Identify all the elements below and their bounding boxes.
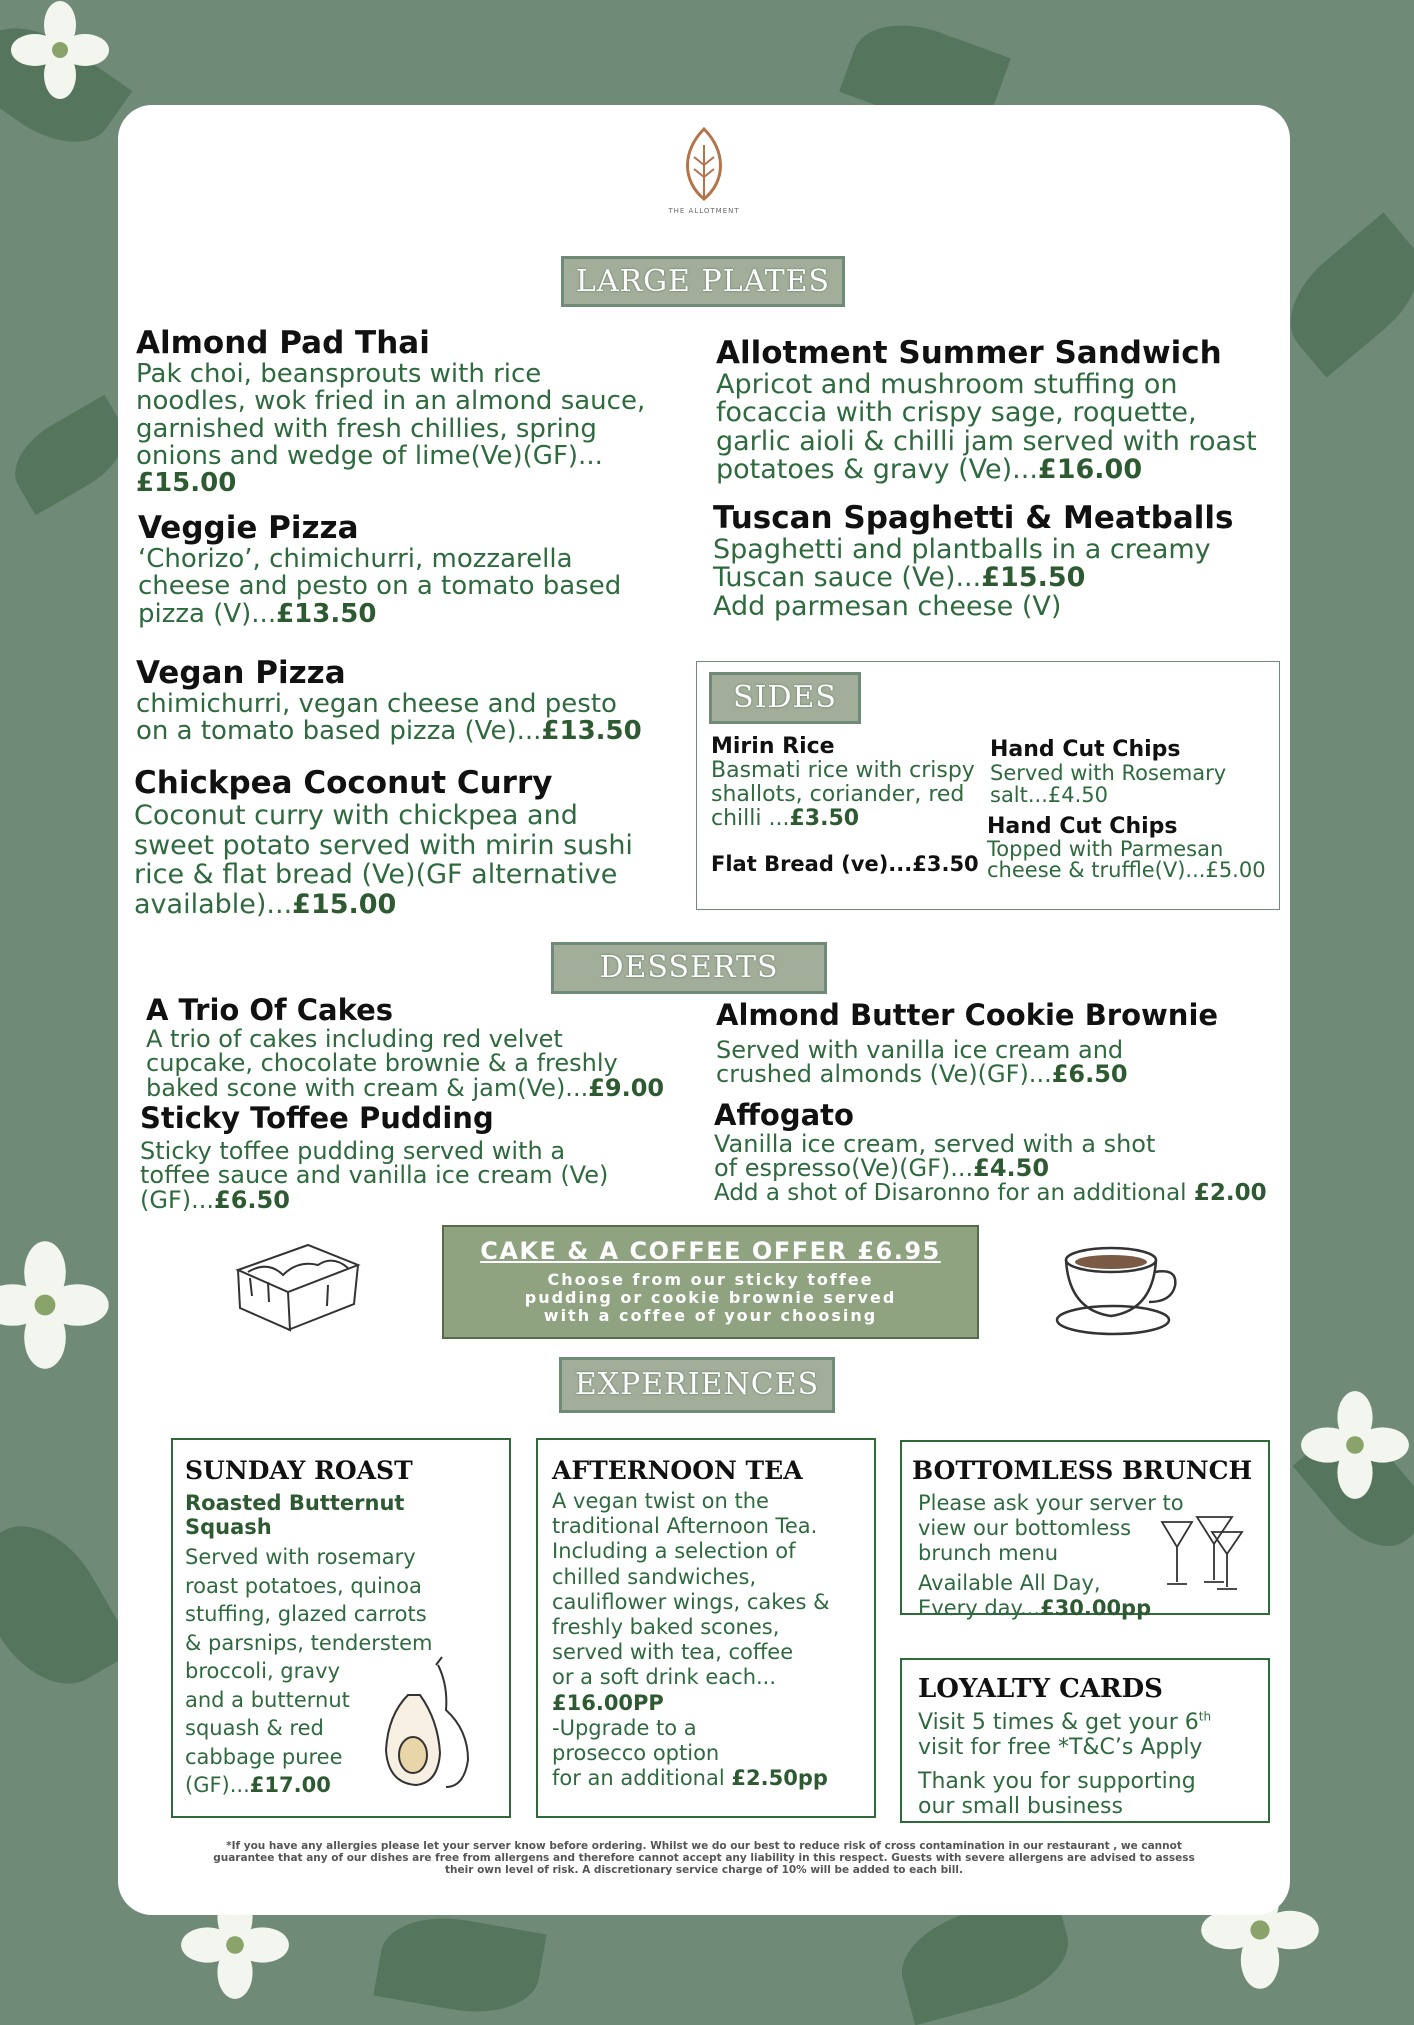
dessert-price: £4.50: [973, 1154, 1050, 1183]
offer-title: CAKE & A COFFEE OFFER £6.95: [480, 1237, 941, 1265]
dessert-description: Vanilla ice cream, served with a shot of espresso(Ve)(GF)...£4.50: [714, 1130, 1156, 1183]
dessert-extra-price: £2.00: [1193, 1179, 1267, 1206]
dish-description: Pak choi, beansprouts with rice noodles, wok fried in an almond sauce, garnished with fresh chillies, spring onions and wedge of lime(Ve)(GF)...£15.00: [136, 359, 646, 499]
afternoon-tea-description: A vegan twist on the traditional Afternoon Tea. Including a selection of chilled sandwiches, cauliflower wings, cakes & freshly baked scones, served with tea, coffee or a soft drink each... £16.00PP -Upgrade to a prosecco option for an additional £2.50pp: [552, 1489, 830, 1791]
dish-name: Veggie Pizza: [138, 510, 359, 546]
desserts-heading: DESSERTS: [551, 942, 827, 994]
dessert-sticky-toffee-pudding: [140, 1101, 640, 1212]
side-name: Hand Cut Chips: [987, 814, 1178, 839]
side-description: Served with Rosemary salt...£4.50: [990, 761, 1227, 808]
leaf-decoration: [373, 1907, 546, 2023]
side-mirin-rice: [711, 734, 991, 832]
dish-price: £16.00: [1037, 454, 1143, 486]
offer-line: pudding or cookie brownie served: [524, 1288, 897, 1307]
dish-price: £15.00: [136, 468, 237, 499]
dish-description: Apricot and mushroom stuffing on focaccia with crispy sage, roquette, garlic aioli & chilli jam served with roast potatoes & gravy (Ve)...£16.00: [716, 369, 1257, 486]
dish-name: Tuscan Spaghetti & Meatballs: [713, 500, 1234, 536]
loyalty-cards-title: LOYALTY CARDS: [918, 1674, 1163, 1704]
leaf-decoration: [0, 1504, 135, 1706]
cocktail-glasses-illustration-icon: [1152, 1502, 1252, 1602]
leaf-logo-icon: [674, 125, 734, 205]
coffee-cup-illustration-icon: [1053, 1240, 1183, 1340]
dessert-affogato: [714, 1098, 1284, 1205]
sunday-roast-title: SUNDAY ROAST: [185, 1456, 413, 1485]
dish-price: £13.50: [276, 598, 377, 629]
afternoon-tea-upgrade-price: £2.50pp: [731, 1766, 828, 1791]
dessert-trio-of-cakes: [146, 993, 666, 1100]
dish-veggie-pizza: [138, 510, 658, 628]
dish-tuscan-spaghetti: [713, 500, 1273, 621]
dish-vegan-pizza: [136, 655, 656, 746]
sides-box: [696, 661, 1280, 910]
dish-description: chimichurri, vegan cheese and pesto on a tomato based pizza (Ve)...£13.50: [136, 689, 642, 747]
dish-almond-pad-thai: [136, 325, 646, 497]
side-price: £3.50: [789, 806, 860, 832]
sunday-roast-description: Served with rosemary roast potatoes, quinoa stuffing, glazed carrots & parsnips, tenderstem broccoli, gravy and a butternut squash & red cabbage puree (GF)...£17.00: [185, 1545, 433, 1798]
afternoon-tea-price: £16.00PP: [552, 1690, 664, 1715]
bottomless-brunch-description: Please ask your server to view our bottomless brunch menu Available All Day, Every day...£30.00pp: [918, 1491, 1184, 1621]
dessert-price: £6.50: [214, 1185, 290, 1214]
bottomless-brunch-box: [900, 1440, 1270, 1621]
side-hand-cut-chips-parmesan: [987, 814, 1277, 881]
side-flat-bread: [711, 852, 991, 876]
dish-description: Coconut curry with chickpea and sweet potato served with mirin sushi rice & flat bread (Ve)(GF alternative available)...£15.00: [134, 800, 633, 921]
sunday-roast-price: £17.00: [249, 1773, 331, 1798]
dessert-name: Affogato: [714, 1098, 854, 1132]
offer-line: Choose from our sticky toffee: [547, 1270, 874, 1289]
side-name: Flat Bread (ve)...£3.50: [711, 852, 979, 876]
loyalty-cards-box: [900, 1658, 1270, 1823]
flower-icon: [1300, 1390, 1410, 1500]
brand-name: THE ALLOTMENT: [668, 207, 740, 215]
menu-card: [118, 105, 1290, 1915]
dish-name: Chickpea Coconut Curry: [134, 765, 553, 801]
afternoon-tea-title: AFTERNOON TEA: [552, 1456, 803, 1485]
brownie-illustration-icon: [228, 1230, 368, 1340]
bottomless-brunch-price: £30.00pp: [1040, 1596, 1152, 1621]
dessert-price: £6.50: [1051, 1060, 1128, 1089]
side-description: Basmati rice with crispy shallots, coriander, red chilli ...£3.50: [711, 758, 975, 832]
flower-icon: [0, 1240, 110, 1370]
loyalty-cards-description: Visit 5 times & get your 6th visit for free *T&C’s Apply Thank you for supporting our small business: [918, 1709, 1212, 1819]
dish-name: Almond Pad Thai: [136, 325, 430, 361]
dessert-name: A Trio Of Cakes: [146, 993, 394, 1027]
side-hand-cut-chips-rosemary: [990, 737, 1270, 806]
dessert-price: £9.00: [588, 1073, 665, 1102]
leaf-decoration: [1269, 212, 1414, 377]
butternut-squash-illustration-icon: [368, 1655, 488, 1795]
side-name: Mirin Rice: [711, 734, 835, 759]
bottomless-brunch-title: BOTTOMLESS BRUNCH: [912, 1456, 1253, 1485]
dish-chickpea-coconut-curry: [134, 765, 654, 920]
dessert-almond-butter-cookie-brownie: [716, 998, 1276, 1087]
cake-coffee-offer: [442, 1225, 979, 1339]
dessert-extra: Add a shot of Disaronno for an additional £2.00: [714, 1179, 1267, 1206]
brand-logo: [654, 125, 754, 215]
sunday-roast-box: [171, 1438, 511, 1818]
dessert-name: Sticky Toffee Pudding: [140, 1101, 494, 1135]
dish-price: £15.50: [981, 562, 1086, 594]
experiences-heading: EXPERIENCES: [559, 1357, 835, 1413]
dish-description: ‘Chorizo’, chimichurri, mozzarella cheese and pesto on a tomato based pizza (V)...£13.50: [138, 544, 622, 629]
dish-name: Vegan Pizza: [136, 655, 346, 691]
dish-price: £15.00: [292, 889, 397, 921]
dessert-name: Almond Butter Cookie Brownie: [716, 998, 1219, 1032]
dish-allotment-summer-sandwich: [716, 335, 1276, 484]
afternoon-tea-box: [536, 1438, 876, 1818]
dish-name: Allotment Summer Sandwich: [716, 335, 1222, 371]
dessert-description: Served with vanilla ice cream and crushed almonds (Ve)(GF)...£6.50: [716, 1036, 1128, 1089]
dessert-description: Sticky toffee pudding served with a toffee sauce and vanilla ice cream (Ve)(GF)...£6.50: [140, 1137, 609, 1214]
dish-extra: Add parmesan cheese (V): [713, 590, 1062, 622]
dish-price: £13.50: [541, 716, 642, 747]
side-description: Topped with Parmesan cheese & truffle(V)...£5.00: [987, 837, 1266, 882]
large-plates-heading: LARGE PLATES: [561, 256, 845, 307]
dessert-description: A trio of cakes including red velvet cupcake, chocolate brownie & a freshly baked scone with cream & jam(Ve)...£9.00: [146, 1025, 665, 1102]
side-name: Hand Cut Chips: [990, 737, 1181, 762]
sunday-roast-subtitle: Roasted Butternut Squash: [185, 1491, 405, 1539]
sides-heading: SIDES: [709, 672, 861, 724]
dish-description: Spaghetti and plantballs in a creamy Tuscan sauce (Ve)...£15.50: [713, 534, 1211, 594]
allergen-footer: *If you have any allergies please let your server know before ordering. Whilst we do our best to reduce risk of cross contamination in our restaurant , we cannot guarantee that any of our dishes are free from allergens and therefore cannot accept any liability in this respect. Guests with severe allergens are advised to assess their own level of risk. A discretionary service charge of 10% will be added to each bill.: [213, 1840, 1195, 1876]
flower-icon: [10, 0, 110, 100]
offer-line: with a coffee of your choosing: [543, 1306, 878, 1325]
